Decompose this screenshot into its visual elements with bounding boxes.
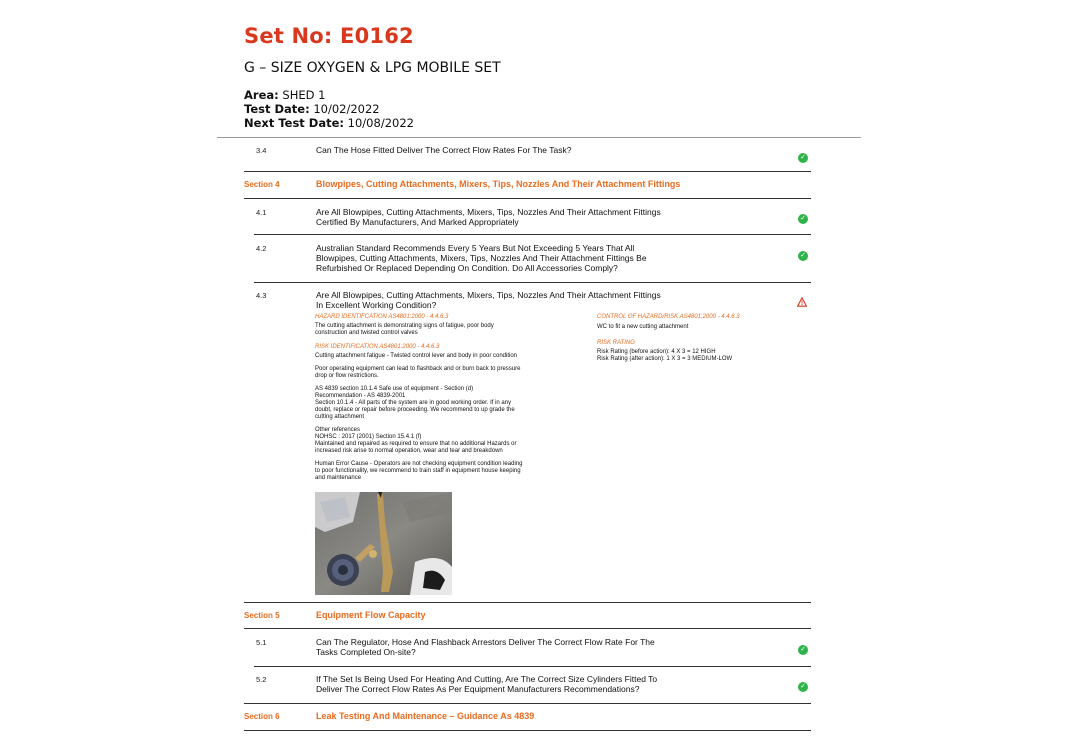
hazard-details [315, 314, 555, 482]
test-date-label: Test Date: [244, 102, 310, 116]
item-number: 5.2 [256, 675, 267, 684]
other-reference-text: increased risk arise to normal operation, wear and tear and breakdown [315, 448, 503, 454]
set-number: Set No: E0162 [244, 24, 414, 48]
row-divider [254, 666, 811, 667]
other-reference-text: NOHSC : 2017 (2001) Section 15.4.1 (f) [315, 434, 422, 440]
next-test-date-label: Next Test Date: [244, 116, 345, 130]
row-divider [244, 628, 811, 629]
item-number: 4.2 [256, 244, 267, 253]
question-line: Can The Regulator, Hose And Flashback Arrestors Deliver The Correct Flow Rate For The [316, 637, 655, 647]
section-title: Blowpipes, Cutting Attachments, Mixers, Tips, Nozzles And Their Attachment Fittings [316, 179, 681, 189]
risk-rating-heading: RISK RATING [597, 340, 635, 346]
hazard-identification-heading: HAZARD IDENTIFCATION AS4801:2000 - 4.4.6.3 [315, 314, 449, 320]
question-text [316, 674, 676, 694]
reference-text: Recommendation - AS 4839-2001 [315, 393, 406, 399]
question-line: Blowpipes, Cutting Attachments, Mixers, Tips, Nozzles And Their Attachment Fittings Be [316, 253, 647, 263]
reference-text: doubt, replace or repair before proceeding. We recommend to up grade the [315, 407, 515, 413]
hazard-text: The cutting attachment is demonstrating signs of fatigue, poor body [315, 323, 494, 329]
next-test-date-line [244, 116, 414, 130]
section-label: Section 6 [244, 712, 280, 721]
reference-text: AS 4839 section 10.1.4 Safe use of equipment - Section (d) [315, 386, 474, 392]
item-number: 5.1 [256, 638, 267, 647]
question-text: Can The Hose Fitted Deliver The Correct Flow Rates For The Task? [316, 145, 572, 155]
question-line: In Excellent Working Condition? [316, 300, 437, 310]
question-text [316, 207, 676, 227]
question-line: Are All Blowpipes, Cutting Attachments, Mixers, Tips, Nozzles And Their Attachment Fittings [316, 290, 661, 300]
risk-text: drop or flow restrictions. [315, 373, 379, 379]
question-text [316, 637, 676, 657]
question-line: Tasks Completed On-site? [316, 647, 416, 657]
row-divider [244, 171, 811, 172]
item-number: 3.4 [256, 146, 267, 155]
other-reference-text: Other references [315, 427, 361, 433]
item-number: 4.1 [256, 208, 267, 217]
reference-text: Section 10.1.4 - All parts of the system are in good working order. If in any [315, 400, 512, 406]
area-value: SHED 1 [282, 88, 326, 102]
row-divider [244, 703, 811, 704]
control-heading: CONTROL OF HAZARD/RISK AS4801:2000 - 4.4.6.3 [597, 314, 740, 320]
hazard-text: construction and twisted control valves [315, 330, 418, 336]
section-title: Equipment Flow Capacity [316, 610, 426, 620]
row-divider [244, 730, 811, 731]
control-text: WC to fit a new cutting attachment [597, 324, 689, 330]
risk-identification-heading: RISK IDENTIFICATION AS4801:2000 - 4.4.6.3 [315, 344, 440, 350]
question-text [316, 243, 676, 273]
row-divider [244, 602, 811, 603]
item-number: 4.3 [256, 291, 267, 300]
risk-rating-before: Risk Rating (before action): 4 X 3 = 12 HIGH [597, 349, 716, 355]
human-error-text: and maintenance [315, 475, 362, 481]
header-divider [217, 137, 861, 138]
human-error-text: to poor functionality, we recommend to train staff in equipment house keeping [315, 468, 521, 474]
next-test-date-value: 10/08/2022 [347, 116, 414, 130]
row-divider [244, 198, 811, 199]
question-line: If The Set Is Being Used For Heating And Cutting, Are The Correct Size Cylinders Fitted To [316, 674, 658, 684]
section-label: Section 5 [244, 611, 280, 620]
question-line: Certified By Manufacturers, And Marked Appropriately [316, 217, 519, 227]
section-title: Leak Testing And Maintenance – Guidance As 4839 [316, 711, 535, 721]
check-circle-icon: ✓ [798, 682, 808, 692]
check-circle-icon: ✓ [798, 645, 808, 655]
question-line: Deliver The Correct Flow Rates As Per Equipment Manufacturers Recommendations? [316, 684, 640, 694]
cutting-attachment-photo [315, 492, 452, 595]
check-circle-icon: ✓ [798, 214, 808, 224]
risk-rating-after: Risk Rating (after action): 1 X 3 = 3 MEDIUM-LOW [597, 356, 733, 362]
question-line: Refurbished Or Replaced Depending On Condition. Do All Accessories Comply? [316, 263, 618, 273]
row-divider [254, 282, 811, 283]
reference-text: cutting attachment [315, 414, 365, 420]
risk-text: Poor operating equipment can lead to flashback and or burn back to pressure [315, 366, 521, 372]
other-reference-text: Maintained and repaired as required to ensure that no additional Hazards or [315, 441, 517, 447]
area-label: Area: [244, 88, 279, 102]
check-circle-icon: ✓ [798, 153, 808, 163]
set-title: G – SIZE OXYGEN & LPG MOBILE SET [244, 60, 501, 76]
control-details [597, 314, 797, 363]
row-divider [254, 234, 811, 235]
test-date-value: 10/02/2022 [313, 102, 380, 116]
question-line: Are All Blowpipes, Cutting Attachments, Mixers, Tips, Nozzles And Their Attachment Fittings [316, 207, 661, 217]
risk-text: Cutting attachment fatigue - Twisted control lever and body in poor condition [315, 353, 518, 359]
check-circle-icon: ✓ [798, 251, 808, 261]
human-error-text: Human Error Cause - Operators are not checking equipment condition leading [315, 461, 523, 467]
question-line: Australian Standard Recommends Every 5 Years But Not Exceeding 5 Years That All [316, 243, 635, 253]
warning-triangle-icon [797, 297, 807, 307]
question-text [316, 290, 676, 310]
area-line [244, 88, 325, 102]
section-label: Section 4 [244, 180, 280, 189]
test-date-line [244, 102, 380, 116]
